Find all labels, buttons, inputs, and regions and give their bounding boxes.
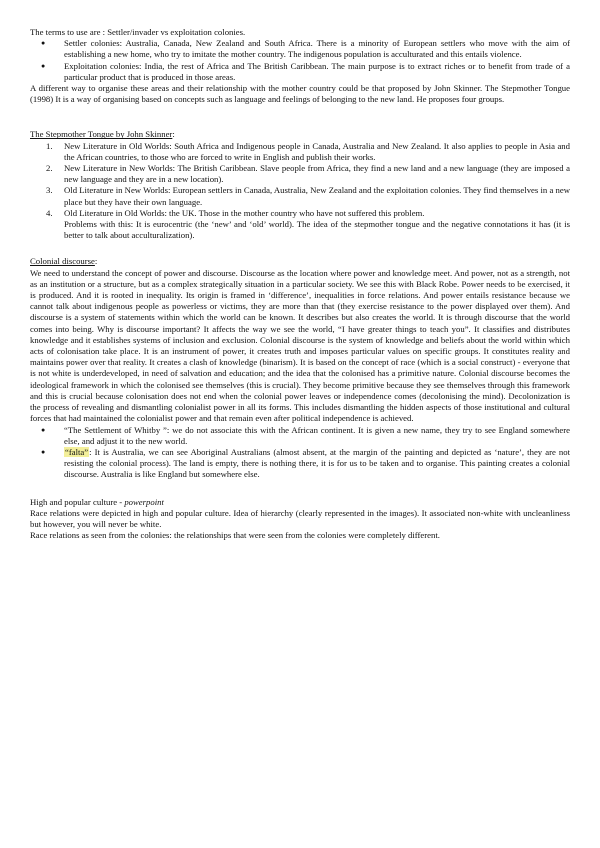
colonial-paragraph: We need to understand the concept of power and discourse. Discourse as the location where power and knowledge meet. And power, not as a strength, not as an institution or a structure, but as a complex strategically situation in a particular society. We see this with Black Robe. Power needs to be exercised, it is produced. And it is rooted in inequality. Its origin is framed in ‘difference’, inequalities in force relations. And power entails resistance because we cannot talk about indigenous people as powerless or victims, they are more than that (they exercise resistance to the power displayed over them). And discourse is a system of statements within which the world can be known. It describes but also creates the world. It is through discourse that the world comes into being. Why is discourse important? It affects the way we see the world, “I have greater things to teach you”. It classifies and distributes knowledge and it establishes systems of inclusion and exclusion. Colonial discourse is the system of knowledge and beliefs about the world within which acts of colonisation take place. It is an instrument of power, it creates truth and imposes particular values on specific groups. It constitutes reality and maintains power over that reality. It creates a clash of knowledge (binarism). It is based on the concept of race (which is a social construct) - everyone that is not white is underdeveloped, in need of salvation and education; and the idea that the colonised has a primitive nature. Colonial discourse becomes the ideological framework in which the colonised see themselves (this is crucial). They become primitive because they see themselves through this framework and this is crucial because colonisation does not end when the colonial power leaves or independence comes (decolonising the mind). Decolonization is the process of revealing and dismantling colonialist power in all its forms. This includes dismantling the hidden aspects of those institutional and cultural forces that had maintained the colonialist power and that remain even after political independence is achieved.: [30, 267, 570, 424]
culture-paragraph-2: Race relations as seen from the colonies: the relationships that were seen from the colonies were completely different.: [30, 530, 440, 541]
whitby-item: ● “The Settlement of Whitby ”: we do not associate this with the African continent. It is given a new name, they try to see England somewhere else, and adjust it to the new world.: [30, 425, 570, 447]
colonial-heading: [30, 256, 570, 267]
culture-paragraph-1: Race relations were depicted in high and popular culture. Idea of hierarchy (clearly represented in the images). It associated non-white with uncleanliness but however, you will never be white.: [30, 507, 570, 529]
list-item: [30, 141, 570, 163]
settler-colonies-item: ● Settler colonies: Australia, Canada, New Zealand and South Africa. There is a minority of European settlers who move with the aim of establishing a new home, who try to imitate the mother country. The indigenous population is acculturated and this entails violence.: [30, 38, 570, 60]
stepmother-heading-text: The Stepmother Tongue by John Skinner: [30, 129, 173, 140]
colonial-heading-colon: :: [94, 256, 98, 267]
stepmother-list: [30, 141, 570, 219]
list-item-number: 3.: [46, 185, 53, 196]
culture-heading-powerpoint: powerpoint: [124, 496, 164, 507]
list-item-number: 1.: [46, 140, 53, 151]
list-item-text: Old Literature in Old Worlds: the UK. Those in the mother country who have not suffered this problem.: [64, 207, 425, 218]
list-item-text: New Literature in Old Worlds: South Africa and Indigenous people in Canada, Australia and New Zealand. It also applies to people in Asia and the African countries, to those who are forced to write in English and publish their works.: [64, 140, 570, 162]
falta-item: [30, 447, 570, 481]
culture-heading: [30, 497, 570, 508]
falta-highlight: “falta”: [65, 446, 89, 457]
exploitation-colonies-item: ● Exploitation colonies: India, the rest of Africa and The British Caribbean. The main purpose is to extract riches or to benefit from trade of a particular product that is produced in those areas.: [30, 61, 570, 83]
stepmother-heading: [30, 129, 570, 140]
list-item: [30, 163, 570, 185]
list-item-text: Old Literature in New Worlds: European settlers in Canada, Australia, New Zealand and the exploitation colonies. They find themselves in a new place but they have their own language.: [64, 185, 570, 207]
colonial-heading-text: Colonial discourse: [30, 256, 95, 267]
stepmother-heading-colon: :: [172, 129, 175, 140]
list-item-number: 2.: [46, 163, 53, 174]
culture-heading-text: High and popular culture -: [30, 496, 125, 507]
list-item-text: New Literature in New Worlds: The British Caribbean. Slave people from Africa, they find a new land and a new language (they are imposed a new language and they are in a new location).: [64, 163, 570, 185]
paintings-list: [30, 425, 570, 481]
skinner-paragraph: A different way to organise these areas and their relationship with the mother country could be that proposed by John Skinner. The Stepmother Tongue (1998) It is a way of organising based on concepts such as language and feelings of belonging to the new land. He proposes four groups.: [30, 83, 570, 105]
list-item: [30, 185, 570, 207]
terms-line: The terms to use are : Settler/invader vs exploitation colonies.: [30, 27, 246, 37]
problems-paragraph: Problems with this: It is eurocentric (the ‘new’ and ‘old’ world). The idea of the stepmother tongue and the negative connotations it has (it is better to talk about acculturalization).: [64, 219, 570, 241]
list-item-number: 4.: [46, 207, 53, 218]
falta-text: : It is Australia, we can see Aboriginal Australians (almost absent, at the margin of the painting and depicted as ‘nature’, they are not resisting the colonial process). The land is empty, there is nothing there, it is for us to be taken and to organise. This painting creates a colonial discourse. Australia is like England but somewhere else.: [64, 446, 570, 480]
colony-types-list: [30, 38, 570, 83]
list-item: [30, 208, 570, 219]
